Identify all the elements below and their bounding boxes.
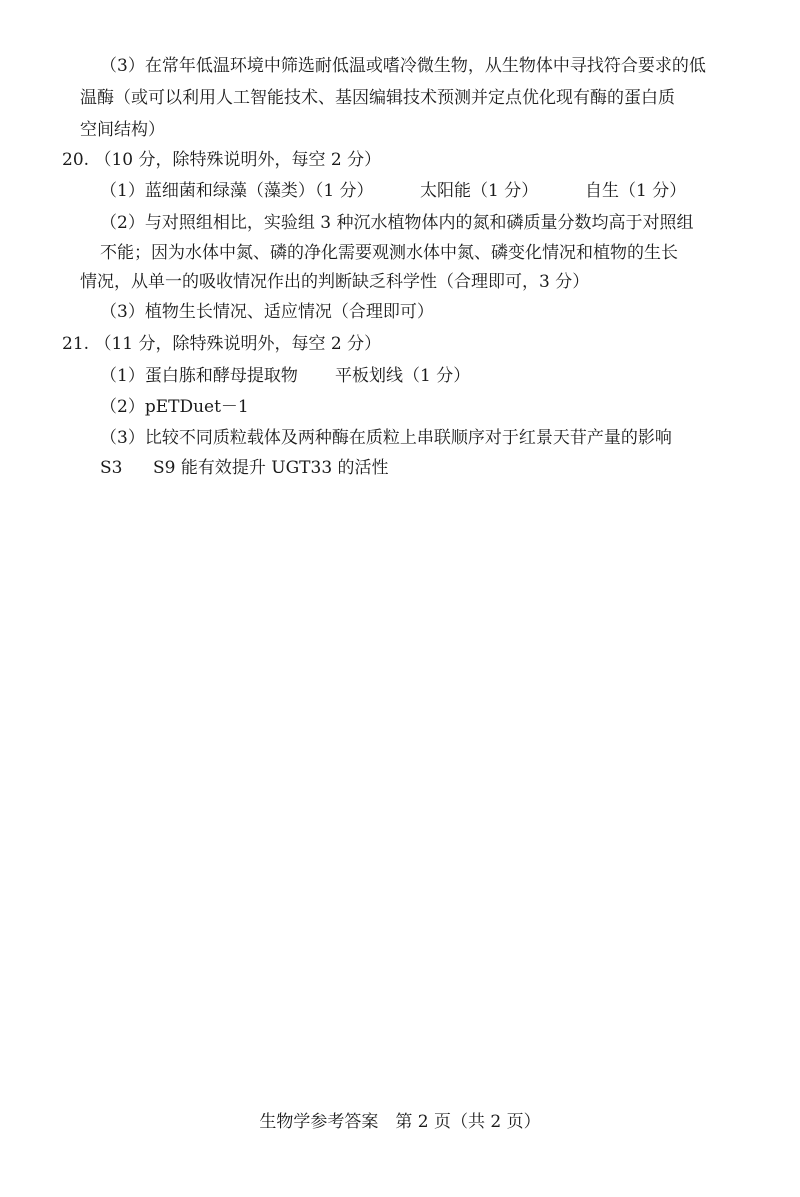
- q21-part3-answer-b: S9 能有效提升 UGT33 的活性: [153, 458, 389, 478]
- page-footer: 生物学参考答案 第 2 页（共 2 页）: [259, 1112, 541, 1132]
- q19-part3-line1: （3）在常年低温环境中筛选耐低温或嗜冷微生物，从生物体中寻找符合要求的低: [100, 56, 706, 76]
- q19-part3-line2: 温酶（或可以利用人工智能技术、基因编辑技术预测并定点优化现有酶的蛋白质: [80, 88, 675, 108]
- q20-part2-line2: 不能；因为水体中氮、磷的净化需要观测水体中氮、磷变化情况和植物的生长: [100, 243, 678, 263]
- q21-part1-answer-a: （1）蛋白胨和酵母提取物: [100, 366, 298, 386]
- q20-part1-answer-a: （1）蓝细菌和绿藻（藻类）（1 分）: [100, 181, 374, 201]
- q20-part3: （3）植物生长情况、适应情况（合理即可）: [100, 302, 434, 322]
- q20-part1-answer-b: 太阳能（1 分）: [420, 181, 539, 201]
- q21-part3-line1: （3）比较不同质粒载体及两种酶在质粒上串联顺序对于红景天苷产量的影响: [100, 428, 672, 448]
- q21-header: 21. （11 分，除特殊说明外，每空 2 分）: [62, 334, 382, 354]
- q19-part3-line3: 空间结构）: [80, 120, 165, 140]
- q20-part2-line1: （2）与对照组相比，实验组 3 种沉水植物体内的氮和磷质量分数均高于对照组: [100, 213, 694, 233]
- q20-part2-line3: 情况，从单一的吸收情况作出的判断缺乏科学性（合理即可，3 分）: [80, 272, 590, 292]
- q21-part1-answer-b: 平板划线（1 分）: [335, 366, 471, 386]
- q20-header: 20. （10 分，除特殊说明外，每空 2 分）: [62, 150, 382, 170]
- q21-part3-answer-a: S3: [100, 458, 123, 478]
- q21-part2: （2）pETDuet－1: [100, 397, 249, 417]
- q20-part1-answer-c: 自生（1 分）: [585, 181, 687, 201]
